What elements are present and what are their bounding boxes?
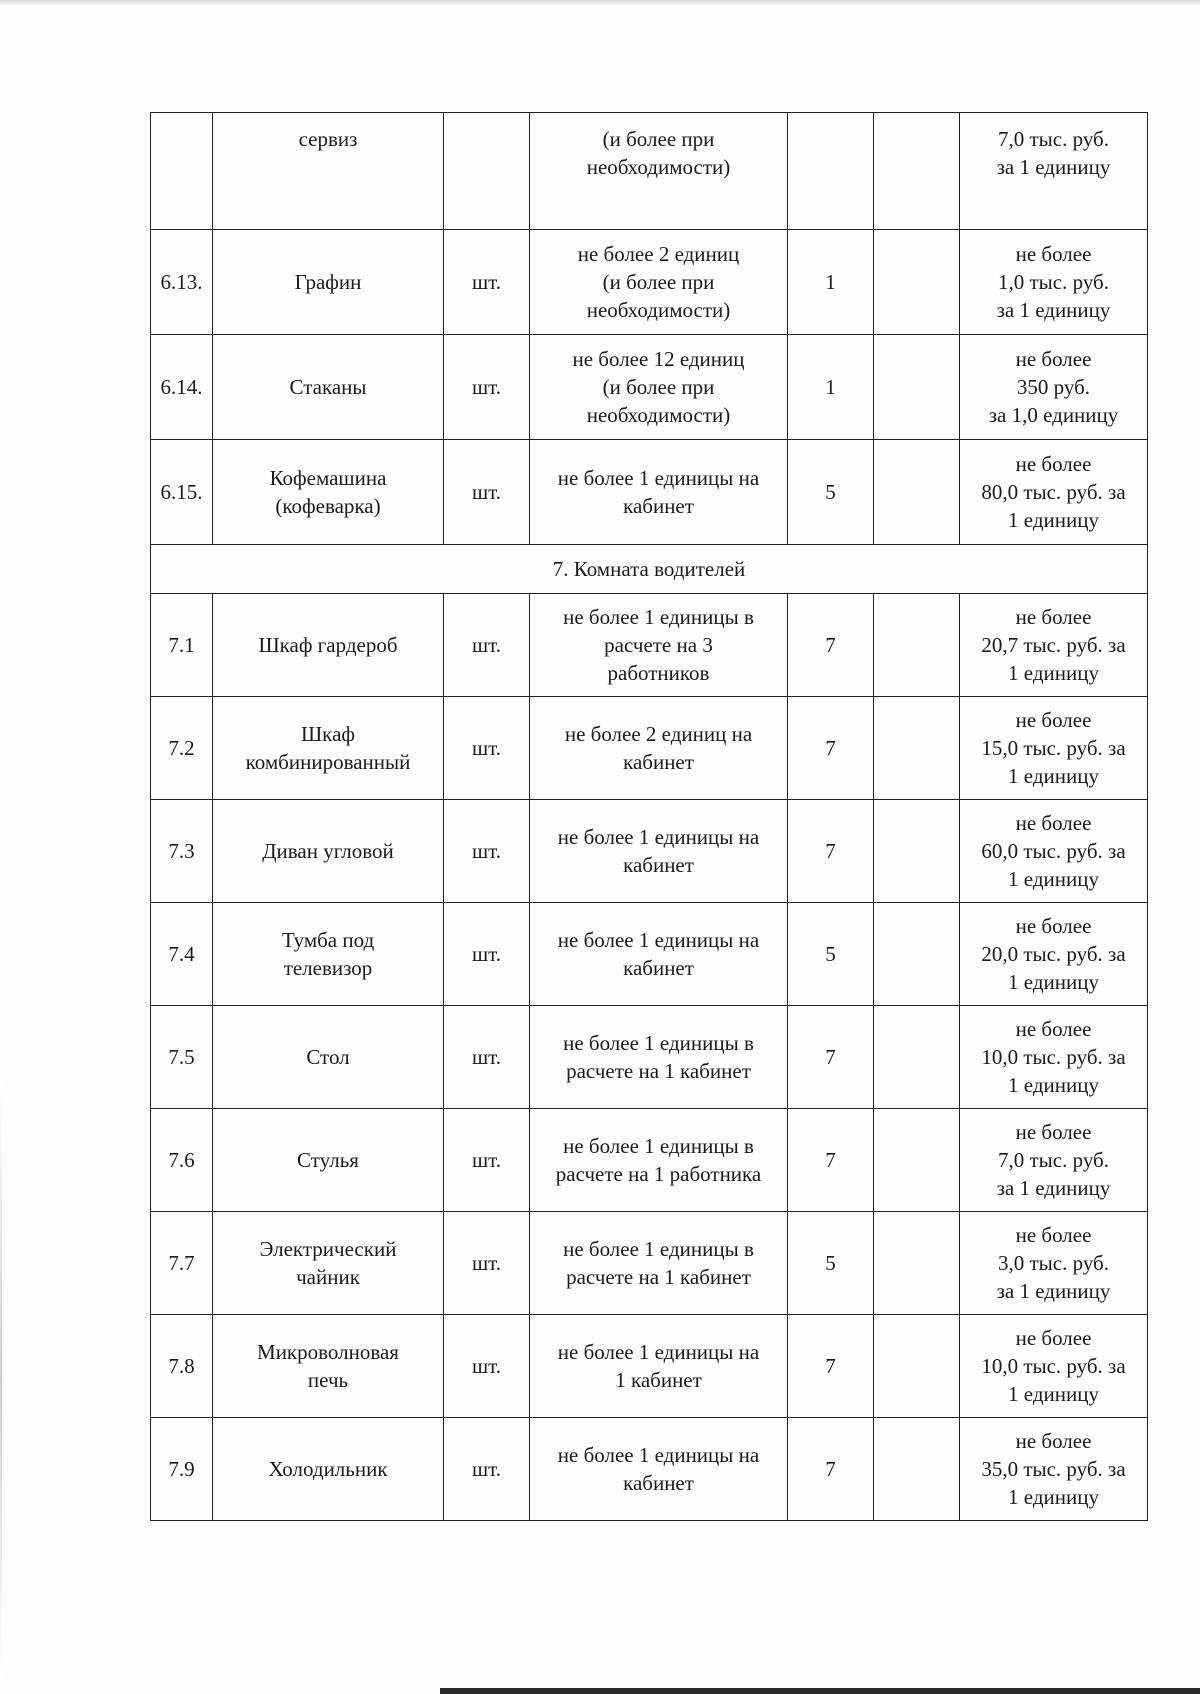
section-title: 7. Комната водителей: [151, 545, 1148, 594]
service-life-cell: 5: [788, 440, 874, 545]
table-row: [151, 1315, 1148, 1418]
table-row: [151, 1212, 1148, 1315]
item-name-cell: Стаканы: [213, 335, 444, 440]
price-limit-cell: не более 80,0 тыс. руб. за 1 единицу: [960, 440, 1148, 545]
row-number-cell: 7.6: [151, 1109, 213, 1212]
row-number-cell: 6.13.: [151, 230, 213, 335]
row-number-cell: [151, 113, 213, 230]
service-life-cell: 1: [788, 230, 874, 335]
price-limit-cell: не более 10,0 тыс. руб. за 1 единицу: [960, 1315, 1148, 1418]
unit-cell: шт.: [444, 697, 530, 800]
unit-cell: [444, 113, 530, 230]
item-name-cell: Стол: [213, 1006, 444, 1109]
row-number-cell: 7.5: [151, 1006, 213, 1109]
unit-cell: шт.: [444, 800, 530, 903]
quantity-norm-cell: не более 1 единицы на кабинет: [530, 800, 788, 903]
empty-column-cell: [874, 903, 960, 1006]
empty-column-cell: [874, 1109, 960, 1212]
row-number-cell: 7.7: [151, 1212, 213, 1315]
quantity-norm-cell: не более 1 единицы на кабинет: [530, 903, 788, 1006]
item-name-cell: Холодильник: [213, 1418, 444, 1521]
unit-cell: шт.: [444, 594, 530, 697]
item-name-cell: Шкаф комбинированный: [213, 697, 444, 800]
item-name-cell: Стулья: [213, 1109, 444, 1212]
empty-column-cell: [874, 440, 960, 545]
table-row: [151, 113, 1148, 230]
price-limit-cell: не более 35,0 тыс. руб. за 1 единицу: [960, 1418, 1148, 1521]
scan-edge-bottom: [440, 1688, 1200, 1694]
section-header-row: [151, 545, 1148, 594]
service-life-cell: [788, 113, 874, 230]
table-row: [151, 594, 1148, 697]
table-top-body: [151, 113, 1148, 545]
table-row: [151, 230, 1148, 335]
table-section-rows: [151, 594, 1148, 1521]
price-limit-cell: не более 7,0 тыс. руб. за 1 единицу: [960, 1109, 1148, 1212]
table-row: [151, 1109, 1148, 1212]
empty-column-cell: [874, 1006, 960, 1109]
table-row: [151, 1418, 1148, 1521]
quantity-norm-cell: не более 1 единицы в расчете на 1 кабинет: [530, 1006, 788, 1109]
unit-cell: шт.: [444, 903, 530, 1006]
table-section-body: [151, 545, 1148, 594]
item-name-cell: Диван угловой: [213, 800, 444, 903]
empty-column-cell: [874, 230, 960, 335]
empty-column-cell: [874, 335, 960, 440]
service-life-cell: 5: [788, 903, 874, 1006]
price-limit-cell: не более 3,0 тыс. руб. за 1 единицу: [960, 1212, 1148, 1315]
row-number-cell: 6.14.: [151, 335, 213, 440]
empty-column-cell: [874, 1212, 960, 1315]
scan-edge-top: [0, 0, 1200, 6]
unit-cell: шт.: [444, 230, 530, 335]
item-name-cell: Микроволновая печь: [213, 1315, 444, 1418]
row-number-cell: 7.4: [151, 903, 213, 1006]
price-limit-cell: не более 350 руб. за 1,0 единицу: [960, 335, 1148, 440]
empty-column-cell: [874, 800, 960, 903]
row-number-cell: 7.8: [151, 1315, 213, 1418]
row-number-cell: 7.3: [151, 800, 213, 903]
service-life-cell: 7: [788, 697, 874, 800]
service-life-cell: 7: [788, 1109, 874, 1212]
table-row: [151, 335, 1148, 440]
row-number-cell: 6.15.: [151, 440, 213, 545]
row-number-cell: 7.2: [151, 697, 213, 800]
empty-column-cell: [874, 594, 960, 697]
unit-cell: шт.: [444, 1109, 530, 1212]
quantity-norm-cell: не более 1 единицы в расчете на 1 работника: [530, 1109, 788, 1212]
empty-column-cell: [874, 697, 960, 800]
item-name-cell: Электрический чайник: [213, 1212, 444, 1315]
item-name-cell: Тумба под телевизор: [213, 903, 444, 1006]
quantity-norm-cell: не более 1 единицы на кабинет: [530, 440, 788, 545]
table-row: [151, 1006, 1148, 1109]
service-life-cell: 7: [788, 800, 874, 903]
service-life-cell: 1: [788, 335, 874, 440]
price-limit-cell: не более 10,0 тыс. руб. за 1 единицу: [960, 1006, 1148, 1109]
service-life-cell: 7: [788, 1006, 874, 1109]
unit-cell: шт.: [444, 335, 530, 440]
service-life-cell: 7: [788, 1315, 874, 1418]
quantity-norm-cell: не более 1 единицы в расчете на 3 работников: [530, 594, 788, 697]
unit-cell: шт.: [444, 1418, 530, 1521]
price-limit-cell: не более 1,0 тыс. руб. за 1 единицу: [960, 230, 1148, 335]
empty-column-cell: [874, 113, 960, 230]
empty-column-cell: [874, 1418, 960, 1521]
item-name-cell: Кофемашина (кофеварка): [213, 440, 444, 545]
quantity-norm-cell: не более 12 единиц (и более при необходимости): [530, 335, 788, 440]
quantity-norm-cell: не более 2 единиц (и более при необходимости): [530, 230, 788, 335]
item-name-cell: Шкаф гардероб: [213, 594, 444, 697]
quantity-norm-cell: не более 1 единицы на кабинет: [530, 1418, 788, 1521]
scan-edge-left: [0, 1080, 2, 1680]
row-number-cell: 7.9: [151, 1418, 213, 1521]
quantity-norm-cell: не более 1 единицы в расчете на 1 кабинет: [530, 1212, 788, 1315]
unit-cell: шт.: [444, 440, 530, 545]
quantity-norm-cell: не более 2 единиц на кабинет: [530, 697, 788, 800]
row-number-cell: 7.1: [151, 594, 213, 697]
price-limit-cell: не более 15,0 тыс. руб. за 1 единицу: [960, 697, 1148, 800]
service-life-cell: 7: [788, 594, 874, 697]
table-row: [151, 697, 1148, 800]
service-life-cell: 7: [788, 1418, 874, 1521]
table-row: [151, 800, 1148, 903]
unit-cell: шт.: [444, 1315, 530, 1418]
service-life-cell: 5: [788, 1212, 874, 1315]
price-limit-cell: 7,0 тыс. руб. за 1 единицу: [960, 113, 1148, 230]
table-row: [151, 440, 1148, 545]
item-name-cell: сервиз: [213, 113, 444, 230]
price-limit-cell: не более 20,0 тыс. руб. за 1 единицу: [960, 903, 1148, 1006]
price-limit-cell: не более 20,7 тыс. руб. за 1 единицу: [960, 594, 1148, 697]
price-limit-cell: не более 60,0 тыс. руб. за 1 единицу: [960, 800, 1148, 903]
equipment-norms-table: [150, 112, 1148, 1521]
quantity-norm-cell: не более 1 единицы на 1 кабинет: [530, 1315, 788, 1418]
empty-column-cell: [874, 1315, 960, 1418]
unit-cell: шт.: [444, 1006, 530, 1109]
item-name-cell: Графин: [213, 230, 444, 335]
unit-cell: шт.: [444, 1212, 530, 1315]
table-row: [151, 903, 1148, 1006]
quantity-norm-cell: (и более при необходимости): [530, 113, 788, 230]
